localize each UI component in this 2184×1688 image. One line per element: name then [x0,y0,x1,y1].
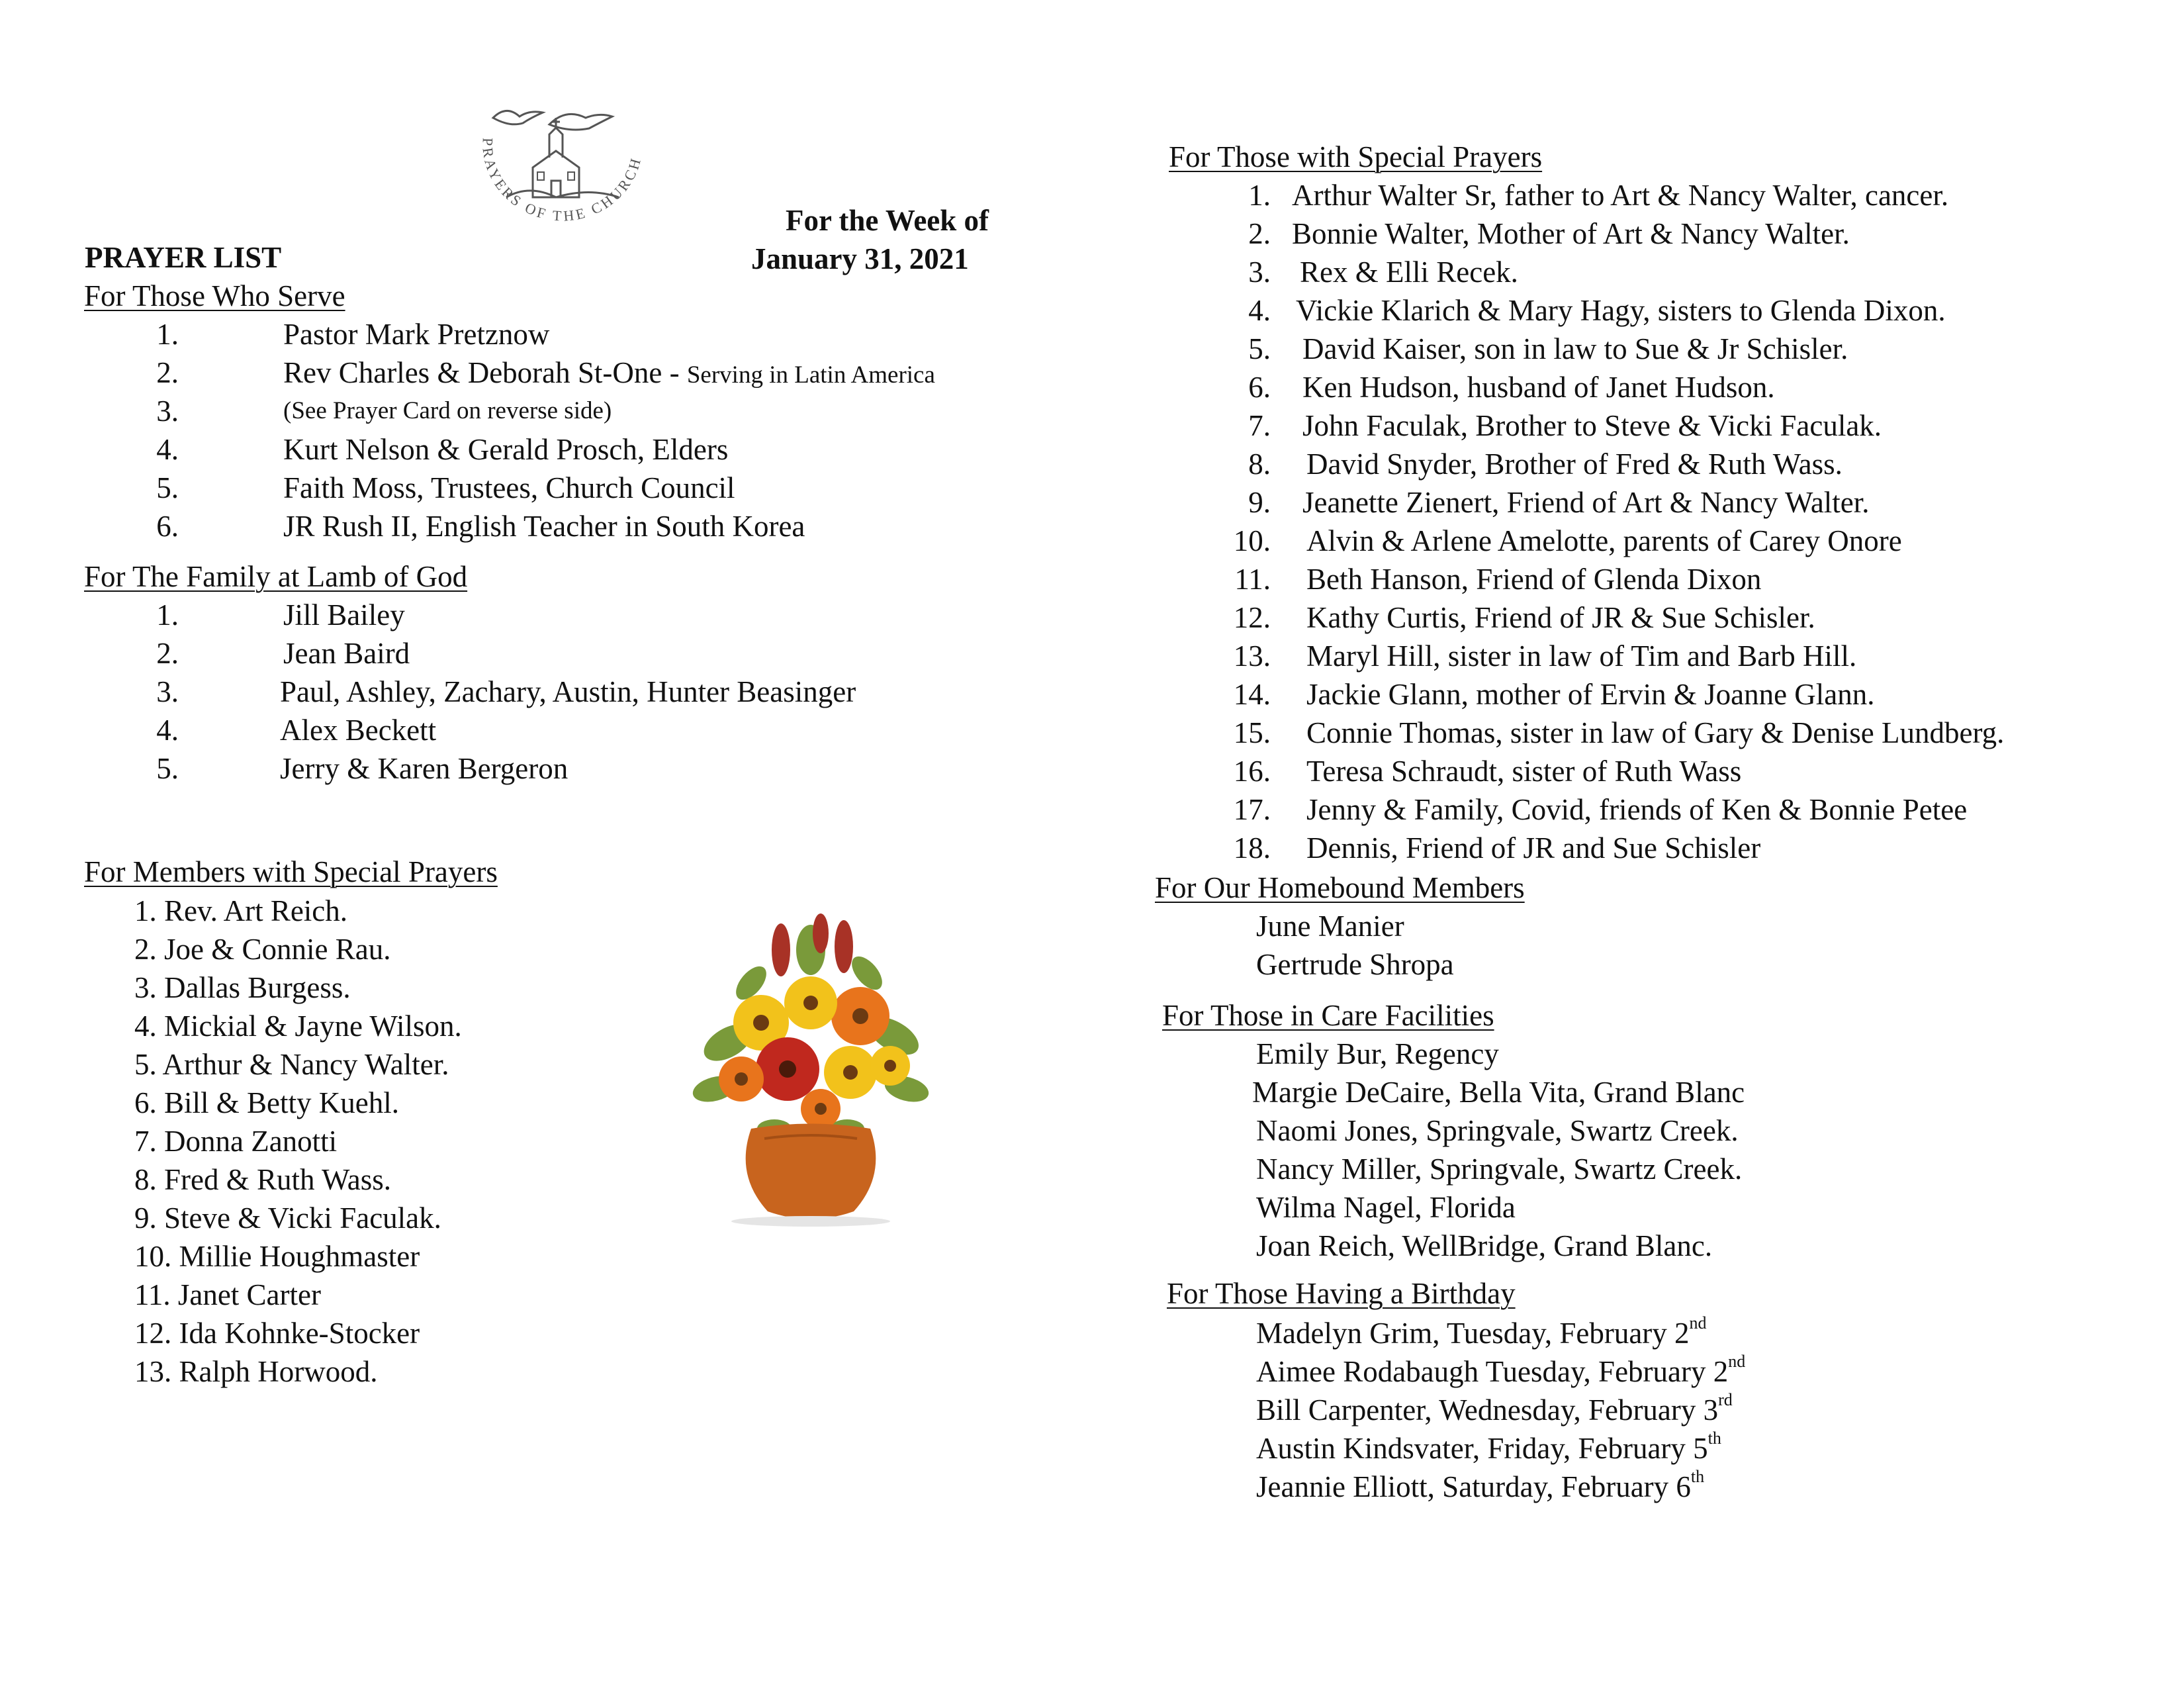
item-text: Arthur Walter Sr, father to Art & Nancy Walter, cancer. [1292,179,1949,212]
item-number: 5. [1248,332,1271,365]
item-text: Ken Hudson, husband of Janet Hudson. [1302,371,1775,404]
item-number: 3. [156,395,179,428]
item-text: Dennis, Friend of JR and Sue Schisler [1306,831,1761,865]
list-item: 12. Ida Kohnke-Stocker [134,1317,420,1350]
item-text: Rex & Elli Recek. [1300,256,1518,289]
item-note: (See Prayer Card on reverse side) [283,397,612,424]
item-text: Connie Thomas, sister in law of Gary & Denise Lundberg. [1306,716,2005,749]
list-item: 1. Rev. Art Reich. [134,894,348,927]
item-text: Madelyn Grim, Tuesday, February 2 [1256,1317,1690,1350]
section-heading-homebound: For Our Homebound Members [1155,871,1525,904]
item-text: JR Rush II, English Teacher in South Korea [283,510,805,543]
list-item: 5. Arthur & Nancy Walter. [134,1048,449,1081]
list-item: 9. Steve & Vicki Faculak. [134,1201,441,1235]
week-label: For the Week of [786,204,989,237]
list-item: Wilma Nagel, Florida [1256,1191,1516,1224]
list-item: 2. Joe & Connie Rau. [134,933,391,966]
item-text: Jill Bailey [283,598,405,632]
list-item: June Manier [1256,910,1404,943]
item-number: 2. [156,637,179,670]
item-number: 2. [1248,217,1271,250]
item-number: 4. [156,433,179,466]
item-note: Serving in Latin America [686,361,935,389]
item-number: 1. [1248,179,1271,212]
item-text: Jerry & Karen Bergeron [280,752,569,785]
list-item: 3. Dallas Burgess. [134,971,351,1004]
ordinal-suffix: nd [1728,1352,1746,1371]
item-number: 12. [1233,601,1271,634]
list-item: 4. Mickial & Jayne Wilson. [134,1009,462,1043]
item-number: 8. [1248,447,1271,481]
item-text: Vickie Klarich & Mary Hagy, sisters to Glenda Dixon. [1296,294,1946,327]
item-text: Pastor Mark Pretznow [283,318,550,351]
list-item: Joan Reich, WellBridge, Grand Blanc. [1256,1229,1713,1262]
item-number: 17. [1233,793,1271,826]
item-text: Faith Moss, Trustees, Church Council [283,471,735,504]
item-text: Jean Baird [283,637,410,670]
item-number: 4. [156,714,179,747]
item-text: Austin Kindsvater, Friday, February 5 [1256,1432,1708,1465]
list-item: Naomi Jones, Springvale, Swartz Creek. [1256,1114,1739,1147]
item-text: John Faculak, Brother to Steve & Vicki Faculak. [1302,409,1882,442]
item-text: Alex Beckett [280,714,437,747]
ordinal-suffix: rd [1718,1390,1733,1409]
list-item: 13. Ralph Horwood. [134,1355,378,1388]
list-item: 11. Janet Carter [134,1278,321,1311]
item-text: Maryl Hill, sister in law of Tim and Barb Hill. [1306,639,1857,673]
list-item: Margie DeCaire, Bella Vita, Grand Blanc [1252,1076,1745,1109]
list-item: Emily Bur, Regency [1256,1037,1499,1070]
item-number: 5. [156,752,179,785]
item-number: 9. [1248,486,1271,519]
item-text: Jeanette Zienert, Friend of Art & Nancy Walter. [1302,486,1870,519]
item-number: 10. [1233,524,1271,557]
item-text: Jackie Glann, mother of Ervin & Joanne Glann. [1306,678,1875,711]
item-number: 13. [1233,639,1271,673]
week-date: January 31, 2021 [751,242,969,275]
item-text: Jenny & Family, Covid, friends of Ken & Bonnie Petee [1306,793,1968,826]
section-heading-care: For Those in Care Facilities [1162,999,1494,1032]
list-item: 7. Donna Zanotti [134,1125,338,1158]
item-number: 18. [1233,831,1271,865]
item-number: 5. [156,471,179,504]
item-number: 15. [1233,716,1271,749]
list-item: Gertrude Shropa [1256,948,1454,981]
members-list [134,892,462,1391]
item-number: 6. [156,510,179,543]
item-number: 7. [1248,409,1271,442]
item-number: 1. [156,598,179,632]
item-number: 16. [1233,755,1271,788]
item-number: 14. [1233,678,1271,711]
item-number: 4. [1248,294,1271,327]
section-heading-serve: For Those Who Serve [84,279,345,312]
item-text: Rev Charles & Deborah St-One - [283,356,687,389]
item-text: Jeannie Elliott, Saturday, February 6 [1256,1470,1691,1503]
section-heading-special: For Those with Special Prayers [1169,140,1543,173]
list-item: 8. Fred & Ruth Wass. [134,1163,392,1196]
section-heading-birthdays: For Those Having a Birthday [1167,1277,1516,1310]
list-item [1256,1314,1745,1352]
section-heading-family: For The Family at Lamb of God [84,560,468,593]
ordinal-suffix: nd [1689,1313,1707,1333]
list-item [1256,1429,1745,1468]
item-text: David Snyder, Brother of Fred & Ruth Wass. [1306,447,1843,481]
birthday-list [1256,1314,1745,1506]
item-number: 3. [156,675,179,708]
ordinal-suffix: th [1690,1467,1705,1486]
item-text: Kathy Curtis, Friend of JR & Sue Schisler. [1306,601,1815,634]
church-logo-icon [457,98,668,237]
ordinal-suffix: th [1707,1429,1721,1448]
logo-text: PRAYERS OF THE CHURCH [479,137,645,224]
item-text: Bill Carpenter, Wednesday, February 3 [1256,1393,1719,1427]
item-text: Alvin & Arlene Amelotte, parents of Carey Onore [1306,524,1902,557]
item-number: 1. [156,318,179,351]
list-item [1256,1391,1745,1429]
page-title: PRAYER LIST [85,241,282,274]
item-text: David Kaiser, son in law to Sue & Jr Schisler. [1302,332,1848,365]
item-text: Bonnie Walter, Mother of Art & Nancy Walter. [1292,217,1850,250]
item-text: Paul, Ashley, Zachary, Austin, Hunter Beasinger [280,675,856,708]
list-item: 10. Millie Houghmaster [134,1240,420,1273]
list-item [1256,1352,1745,1391]
homebound-list [1256,907,1454,984]
list-item: 6. Bill & Betty Kuehl. [134,1086,399,1119]
item-text: Teresa Schraudt, sister of Ruth Wass [1306,755,1742,788]
item-number: 3. [1248,256,1271,289]
item-text: Kurt Nelson & Gerald Prosch, Elders [283,433,729,466]
item-number: 6. [1248,371,1271,404]
section-heading-members: For Members with Special Prayers [84,855,498,888]
list-item [1256,1468,1745,1506]
item-text: Beth Hanson, Friend of Glenda Dixon [1306,563,1762,596]
item-text: Aimee Rodabaugh Tuesday, February 2 [1256,1355,1729,1388]
item-number: 11. [1234,563,1271,596]
care-list [1252,1035,1745,1265]
flower-bouquet-icon [688,910,933,1228]
item-number: 2. [156,356,179,389]
list-item: Nancy Miller, Springvale, Swartz Creek. [1256,1152,1743,1186]
